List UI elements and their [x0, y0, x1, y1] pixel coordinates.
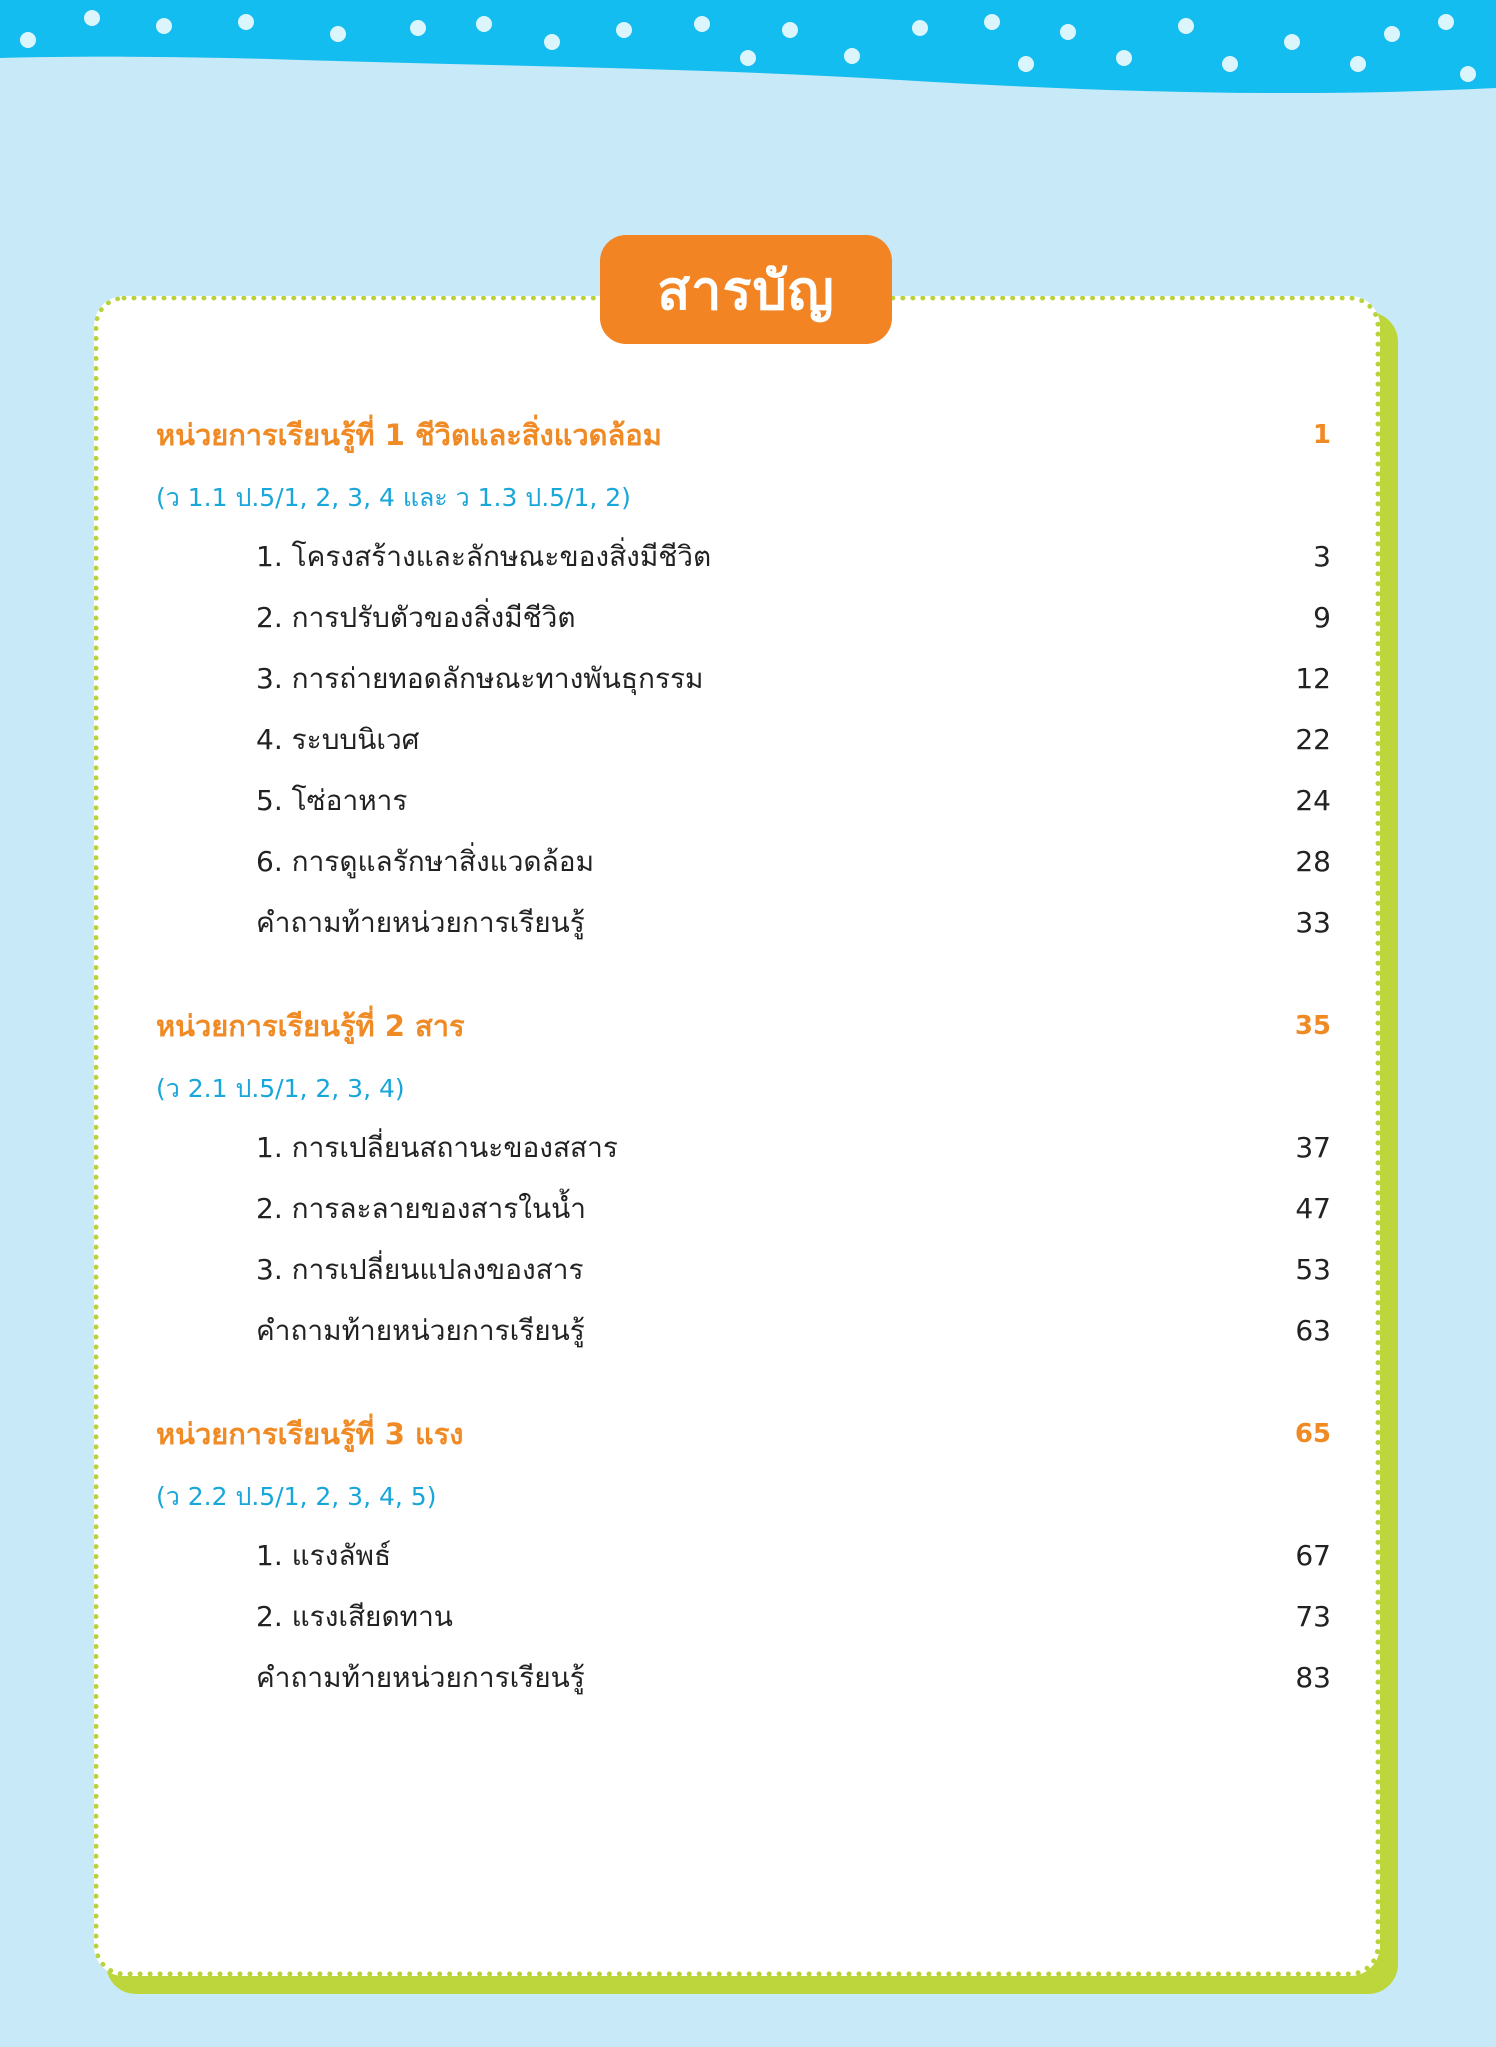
toc-item-label: 1. แรงลัพธ์ [256, 1538, 392, 1572]
toc-item[interactable] [156, 1117, 1331, 1178]
unit-title: หน่วยการเรียนรู้ที่ 3 แรง [156, 1417, 464, 1451]
unit-2 [156, 991, 1331, 1361]
unit-title: หน่วยการเรียนรู้ที่ 2 สาร [156, 1009, 465, 1043]
unit-standard: (ว 1.1 ป.5/1, 2, 3, 4 และ ว 1.3 ป.5/1, 2) [156, 483, 631, 512]
unit-title: หน่วยการเรียนรู้ที่ 1 ชีวิตและสิ่งแวดล้อม [156, 418, 662, 452]
toc-item-label: 6. การดูแลรักษาสิ่งแวดล้อม [256, 844, 595, 878]
toc-item-label: 2. การละลายของสารในน้ำ [256, 1191, 586, 1225]
toc-item-label: 1. การเปลี่ยนสถานะของสสาร [256, 1130, 618, 1164]
toc-item-label: 3. การถ่ายทอดลักษณะทางพันธุกรรม [256, 661, 704, 695]
toc-item-page: 24 [1295, 784, 1331, 817]
toc-item-label: 2. แรงเสียดทาน [256, 1599, 453, 1633]
toc-item[interactable] [156, 1239, 1331, 1300]
toc-item-label: 2. การปรับตัวของสิ่งมีชีวิต [256, 600, 576, 634]
unit-heading[interactable] [156, 400, 1331, 470]
page-title: สารบัญ [657, 258, 835, 322]
toc-item-label: 4. ระบบนิเวศ [256, 722, 420, 756]
toc-item-label: คำถามท้ายหน่วยการเรียนรู้ [256, 905, 585, 939]
toc-item[interactable] [156, 526, 1331, 587]
toc-item-page: 47 [1295, 1192, 1331, 1225]
toc-item-page: 12 [1295, 662, 1331, 695]
toc-item-page: 33 [1295, 906, 1331, 939]
toc-item-label: คำถามท้ายหน่วยการเรียนรู้ [256, 1313, 585, 1347]
toc-item[interactable] [156, 831, 1331, 892]
toc-item[interactable] [156, 648, 1331, 709]
unit-heading[interactable] [156, 1399, 1331, 1469]
top-wave-decoration [0, 0, 1496, 110]
title-tab [600, 235, 892, 344]
unit-page-number: 65 [1294, 1419, 1331, 1449]
toc-item[interactable] [156, 709, 1331, 770]
unit-standard: (ว 2.1 ป.5/1, 2, 3, 4) [156, 1074, 405, 1103]
unit-standard: (ว 2.2 ป.5/1, 2, 3, 4, 5) [156, 1482, 437, 1511]
toc-item-label: 1. โครงสร้างและลักษณะของสิ่งมีชีวิต [256, 539, 712, 573]
toc-item-page: 28 [1295, 845, 1331, 878]
toc-item[interactable] [156, 1300, 1331, 1361]
unit-page-number: 35 [1294, 1011, 1331, 1041]
toc-item-page: 67 [1295, 1539, 1331, 1572]
toc-item[interactable] [156, 892, 1331, 953]
unit-page-number: 1 [1312, 420, 1331, 450]
toc-item-page: 37 [1295, 1131, 1331, 1164]
toc-item[interactable] [156, 1178, 1331, 1239]
toc-item[interactable] [156, 770, 1331, 831]
toc-item-label: 3. การเปลี่ยนแปลงของสาร [256, 1252, 584, 1286]
toc-item-label: 5. โซ่อาหาร [256, 783, 408, 817]
toc-item[interactable] [156, 1647, 1331, 1708]
toc-item-page: 83 [1295, 1661, 1331, 1694]
toc-item-page: 73 [1295, 1600, 1331, 1633]
toc-item[interactable] [156, 587, 1331, 648]
toc-item-page: 63 [1295, 1314, 1331, 1347]
toc-item-label: คำถามท้ายหน่วยการเรียนรู้ [256, 1660, 585, 1694]
toc-item-page: 22 [1295, 723, 1331, 756]
unit-1 [156, 400, 1331, 953]
toc-item-page: 3 [1313, 540, 1331, 573]
unit-3 [156, 1399, 1331, 1708]
toc-item[interactable] [156, 1525, 1331, 1586]
toc-item-page: 9 [1313, 601, 1331, 634]
table-of-contents [156, 400, 1331, 1746]
unit-heading[interactable] [156, 991, 1331, 1061]
toc-item-page: 53 [1295, 1253, 1331, 1286]
toc-item[interactable] [156, 1586, 1331, 1647]
